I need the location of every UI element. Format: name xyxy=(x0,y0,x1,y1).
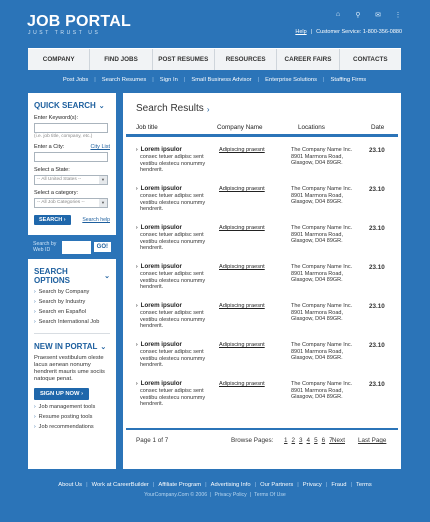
separator: | xyxy=(86,482,88,488)
separator: | xyxy=(350,482,352,488)
list-item[interactable] xyxy=(34,424,110,430)
page-link[interactable]: 7 xyxy=(329,437,333,444)
arrow-right-icon: › xyxy=(34,424,36,430)
new-in-portal-panel xyxy=(28,334,116,430)
job-title[interactable] xyxy=(136,225,214,232)
separator: | xyxy=(257,77,260,83)
job-description: consec tetuer adipisc sent vestibu olestecu nonummy hendrerit. xyxy=(140,231,206,252)
job-description: consec tetuer adipisc sent vestibu olestecu nonummy hendrerit. xyxy=(140,348,206,369)
table-row[interactable] xyxy=(123,147,401,184)
last-page-link[interactable]: Last Page xyxy=(358,437,387,444)
location-street: 8901 Marmora Road, xyxy=(291,192,343,199)
separator: | xyxy=(249,492,252,498)
list-item-label: Job management tools xyxy=(38,404,96,410)
state-label xyxy=(34,167,110,173)
arrow-right-icon: › xyxy=(136,342,138,348)
quick-search-heading: QUICK SEARCH xyxy=(34,101,96,110)
nav-find-jobs[interactable]: FIND JOBS xyxy=(90,49,152,70)
list-item[interactable] xyxy=(34,309,110,315)
job-title[interactable] xyxy=(136,264,214,271)
help-link[interactable]: Help xyxy=(295,29,307,35)
job-cell xyxy=(136,186,214,213)
job-title-text: Lorem ipsulor xyxy=(140,341,182,348)
category-select-value: -- All Job Categories -- xyxy=(37,200,85,205)
table-row[interactable] xyxy=(123,303,401,340)
location-street: 8901 Marmora Road, xyxy=(291,153,343,160)
location-cell xyxy=(291,147,363,167)
webid-search xyxy=(28,235,116,259)
location-street: 8901 Marmora Road, xyxy=(291,270,343,277)
company-link[interactable]: Adipiscing praesnt xyxy=(219,225,265,231)
job-description: consec tetuer adipisc sent vestibu olestecu nonummy hendrerit. xyxy=(140,153,206,174)
footer-link[interactable]: Terms xyxy=(356,482,372,488)
job-description: consec tetuer adipisc sent vestibu olestecu nonummy hendrerit. xyxy=(140,309,206,330)
footer-link[interactable]: Work at CareerBuilder xyxy=(91,482,149,488)
page-link[interactable]: 2 xyxy=(291,437,296,444)
job-title[interactable] xyxy=(136,147,214,154)
arrow-right-icon: › xyxy=(34,299,36,305)
footer xyxy=(0,482,430,498)
job-description: consec tetuer adipisc sent vestibu olestecu nonummy hendrerit. xyxy=(140,270,206,291)
nav-contacts[interactable]: CONTACTS xyxy=(353,56,388,63)
table-row[interactable] xyxy=(123,342,401,379)
search-results-panel xyxy=(123,93,401,469)
date-cell: 23.10 xyxy=(369,225,385,232)
separator: | xyxy=(325,482,328,488)
location-company: The Company Name Inc. xyxy=(291,264,353,270)
arrow-right-icon: › xyxy=(136,303,138,309)
city-label-text: Enter a City: xyxy=(34,144,65,150)
location-city: Glasgow, D04 89GR. xyxy=(291,355,343,362)
table-header-bar xyxy=(126,134,398,137)
job-cell xyxy=(136,264,214,291)
list-item-label: Resume posting tools xyxy=(38,414,93,420)
home-icon[interactable]: ⌂ xyxy=(335,11,341,18)
keyword-label xyxy=(34,115,110,121)
copyright-text: YourCompany.Com © 2006 xyxy=(144,492,208,498)
chevron-down-icon: ▼ xyxy=(99,199,107,207)
list-item[interactable] xyxy=(34,404,110,410)
table-row[interactable] xyxy=(123,225,401,262)
separator: | xyxy=(183,77,186,83)
keyword-input[interactable] xyxy=(34,123,108,133)
job-description: consec tetuer adipisc sent vestibu olestecu nonummy hendrerit. xyxy=(140,192,206,213)
footer-link[interactable]: Fraud xyxy=(331,482,347,488)
separator: | xyxy=(310,29,313,35)
subnav-post-jobs[interactable]: Post Jobs xyxy=(62,77,89,83)
location-cell xyxy=(291,381,363,401)
arrow-right-icon: › xyxy=(63,217,66,223)
footer-link[interactable]: Privacy xyxy=(302,482,322,488)
column-header-company[interactable]: Company Name xyxy=(217,124,263,131)
next-page-link[interactable]: Next xyxy=(332,437,345,444)
company-link[interactable]: Adipiscing praesnt xyxy=(219,186,265,192)
subnav-sign-in[interactable]: Sign In xyxy=(159,77,178,83)
location-street: 8901 Marmora Road, xyxy=(291,231,343,238)
separator: | xyxy=(94,77,96,83)
date-cell: 23.10 xyxy=(369,342,385,349)
arrow-right-icon: › xyxy=(34,289,36,295)
location-cell xyxy=(291,303,363,323)
state-select[interactable] xyxy=(34,175,108,185)
list-item-label: Search by Industry xyxy=(38,299,86,305)
date-cell: 23.10 xyxy=(369,186,385,193)
footer-link[interactable]: About Us xyxy=(58,482,83,488)
terms-link[interactable]: Terms Of Use xyxy=(254,492,286,498)
job-title[interactable] xyxy=(136,303,214,310)
list-item[interactable] xyxy=(34,289,110,295)
column-header-location[interactable]: Locations xyxy=(298,124,325,131)
date-cell: 23.10 xyxy=(369,303,385,310)
new-in-portal-text: Praesent vestibulum oleste lacus aenean nonumy hendrerit mauris ume sociis natoque penat. xyxy=(34,355,105,382)
location-city: Glasgow, D04 89GR. xyxy=(291,277,343,284)
list-item-label: Job recommendations xyxy=(38,424,94,430)
city-list-link[interactable]: City List xyxy=(90,144,110,150)
page-title-text: Search Results xyxy=(136,103,204,114)
header xyxy=(0,0,430,44)
customer-service: Customer Service: 1-800-356-0880 xyxy=(316,29,402,35)
list-item-label: Search en Español xyxy=(38,309,86,315)
date-cell: 23.10 xyxy=(369,381,385,388)
job-title[interactable] xyxy=(136,186,214,193)
location-cell xyxy=(291,342,363,362)
job-title-text: Lorem ipsulor xyxy=(140,380,182,387)
chevron-down-icon: ▼ xyxy=(99,176,107,184)
table-row[interactable] xyxy=(123,264,401,301)
search-help-link[interactable]: Search help xyxy=(82,217,110,223)
page-link[interactable]: 4 xyxy=(306,437,311,444)
footer-link[interactable]: Advertising Info xyxy=(210,482,251,488)
location-cell xyxy=(291,186,363,206)
separator: | xyxy=(254,482,257,488)
page-numbers xyxy=(284,437,333,444)
job-cell xyxy=(136,225,214,252)
copyright xyxy=(0,492,430,498)
location-company: The Company Name Inc. xyxy=(291,342,353,348)
page-title xyxy=(136,103,209,114)
sub-nav xyxy=(28,72,401,88)
table-row[interactable] xyxy=(123,381,401,418)
subnav-enterprise[interactable]: Enterprise Solutions xyxy=(265,77,318,83)
state-label-text: Select a State: xyxy=(34,167,70,173)
new-in-portal-heading: NEW IN PORTAL xyxy=(34,342,98,351)
chevron-down-icon: ⌄ xyxy=(98,102,105,110)
arrow-right-icon: › xyxy=(34,319,36,325)
location-company: The Company Name Inc. xyxy=(291,225,353,231)
nav-career-fairs[interactable]: CAREER FAIRS xyxy=(277,49,339,70)
arrow-right-icon: › xyxy=(81,391,84,397)
list-item-label: Search International Job xyxy=(38,319,100,325)
search-actions xyxy=(34,215,110,225)
location-cell xyxy=(291,225,363,245)
separator: | xyxy=(297,482,299,488)
job-description: consec tetuer adipisc sent vestibu olestecu nonummy hendrerit. xyxy=(140,387,206,408)
location-company: The Company Name Inc. xyxy=(291,186,353,192)
job-cell xyxy=(136,342,214,369)
keyword-hint: (i.e. job title, company, etc.) xyxy=(34,134,93,139)
arrow-right-icon: › xyxy=(136,381,138,387)
signup-button-label: SIGN UP NOW xyxy=(40,391,80,397)
arrow-right-icon: › xyxy=(136,147,138,153)
company-link[interactable]: Adipiscing praesnt xyxy=(219,303,265,309)
signup-button[interactable] xyxy=(34,388,89,400)
new-in-portal-title xyxy=(34,342,110,351)
list-item[interactable] xyxy=(34,414,110,420)
column-header-date[interactable]: Date xyxy=(371,124,385,131)
go-button[interactable]: GO! xyxy=(94,242,111,252)
arrow-right-icon: › xyxy=(206,105,210,114)
footer-link[interactable]: Affiliate Program xyxy=(158,482,202,488)
main-nav xyxy=(28,48,401,70)
job-cell xyxy=(136,381,214,408)
webid-label: Search by Web ID xyxy=(33,241,57,253)
job-cell xyxy=(136,303,214,330)
arrow-right-icon: › xyxy=(34,309,36,315)
top-links xyxy=(295,29,402,35)
state-select-value: -- All United States -- xyxy=(37,177,82,182)
separator: | xyxy=(152,482,155,488)
company-link[interactable]: Adipiscing praesnt xyxy=(219,342,265,348)
location-city: Glasgow, D04 89GR. xyxy=(291,316,343,323)
job-title[interactable] xyxy=(136,381,214,388)
top-icons xyxy=(334,11,402,19)
nav-post-resumes[interactable]: POST RESUMES xyxy=(153,49,215,70)
page-indicator: Page 1 of 7 xyxy=(136,437,169,444)
chevron-down-icon: ⌄ xyxy=(104,273,110,280)
arrow-right-icon: › xyxy=(34,404,36,410)
location-company: The Company Name Inc. xyxy=(291,381,353,387)
date-cell: 23.10 xyxy=(369,147,385,154)
subnav-search-resumes[interactable]: Search Resumes xyxy=(101,77,147,83)
search-options-heading: SEARCH OPTIONS xyxy=(34,267,71,285)
arrow-right-icon: › xyxy=(34,414,36,420)
date-cell: 23.10 xyxy=(369,264,385,271)
job-title-text: Lorem ipsulor xyxy=(140,185,182,192)
category-label-text: Select a category: xyxy=(34,190,79,196)
quick-search-title xyxy=(34,101,110,110)
category-label xyxy=(34,190,110,196)
job-title-text: Lorem ipsulor xyxy=(140,224,182,231)
list-item[interactable] xyxy=(34,319,110,325)
list-item-label: Search by Company xyxy=(38,289,90,295)
location-city: Glasgow, D04 89GR. xyxy=(291,238,343,245)
search-options-title xyxy=(34,267,110,285)
page-link[interactable]: 6 xyxy=(321,437,326,444)
location-city: Glasgow, D04 89GR. xyxy=(291,160,343,167)
nav-resources[interactable]: RESOURCES xyxy=(215,49,277,70)
location-street: 8901 Marmora Road, xyxy=(291,309,343,316)
separator: | xyxy=(205,482,207,488)
separator: | xyxy=(323,77,325,83)
company-link[interactable]: Adipiscing praesnt xyxy=(219,381,265,387)
job-cell xyxy=(136,147,214,174)
mail-icon[interactable]: ✉ xyxy=(375,12,381,19)
table-row[interactable] xyxy=(123,186,401,223)
nav-company[interactable]: COMPANY xyxy=(28,49,90,70)
webid-input[interactable] xyxy=(62,241,91,254)
job-title-text: Lorem ipsulor xyxy=(140,146,182,153)
location-cell xyxy=(291,264,363,284)
browse-pages-label: Browse Pages: xyxy=(231,437,274,444)
job-title-text: Lorem ipsulor xyxy=(140,302,182,309)
subnav-small-business[interactable]: Small Business Advisor xyxy=(191,77,252,83)
page-link[interactable]: 5 xyxy=(314,437,318,444)
quick-search-panel xyxy=(28,93,116,225)
city-label xyxy=(34,144,110,150)
arrow-right-icon: › xyxy=(136,225,138,231)
arrow-right-icon: › xyxy=(136,264,138,270)
job-title[interactable] xyxy=(136,342,214,349)
chevron-down-icon: ⌄ xyxy=(100,343,107,351)
job-title-text: Lorem ipsulor xyxy=(140,263,182,270)
separator: | xyxy=(152,77,154,83)
city-input[interactable] xyxy=(34,152,108,162)
location-street: 8901 Marmora Road, xyxy=(291,387,343,394)
search-button[interactable] xyxy=(34,215,71,225)
search-options-list xyxy=(34,289,110,325)
arrow-right-icon: › xyxy=(136,186,138,192)
tagline: JUST TRUST US xyxy=(28,30,101,36)
sitemap-icon[interactable]: ⋮ xyxy=(394,12,402,19)
search-button-label: SEARCH xyxy=(39,217,63,223)
category-select[interactable] xyxy=(34,198,108,208)
search-icon[interactable]: ⚲ xyxy=(355,12,361,19)
location-company: The Company Name Inc. xyxy=(291,303,353,309)
footer-link[interactable]: Our Partners xyxy=(260,482,294,488)
sidebar xyxy=(28,93,116,469)
location-company: The Company Name Inc. xyxy=(291,147,353,153)
search-options-panel xyxy=(28,259,116,334)
page-link[interactable]: 1 xyxy=(284,437,288,444)
privacy-policy-link[interactable]: Privacy Policy xyxy=(214,492,247,498)
list-item[interactable] xyxy=(34,299,110,305)
company-link[interactable]: Adipiscing praesnt xyxy=(219,147,265,153)
location-street: 8901 Marmora Road, xyxy=(291,348,343,355)
page-link[interactable]: 3 xyxy=(299,437,303,444)
pager-bar xyxy=(126,428,398,430)
company-link[interactable]: Adipiscing praesnt xyxy=(219,264,265,270)
portal-features-list xyxy=(34,404,110,430)
location-city: Glasgow, D04 89GR. xyxy=(291,394,343,401)
footer-links xyxy=(0,482,430,488)
location-city: Glasgow, D04 89GR. xyxy=(291,199,343,206)
column-header-job[interactable]: Job title xyxy=(136,124,158,131)
site-logo[interactable]: JOB PORTAL xyxy=(27,13,131,30)
subnav-staffing-firms[interactable]: Staffing Firms xyxy=(330,77,367,83)
keyword-label-text: Enter Keyword(s): xyxy=(34,115,79,121)
separator: | xyxy=(210,492,212,498)
